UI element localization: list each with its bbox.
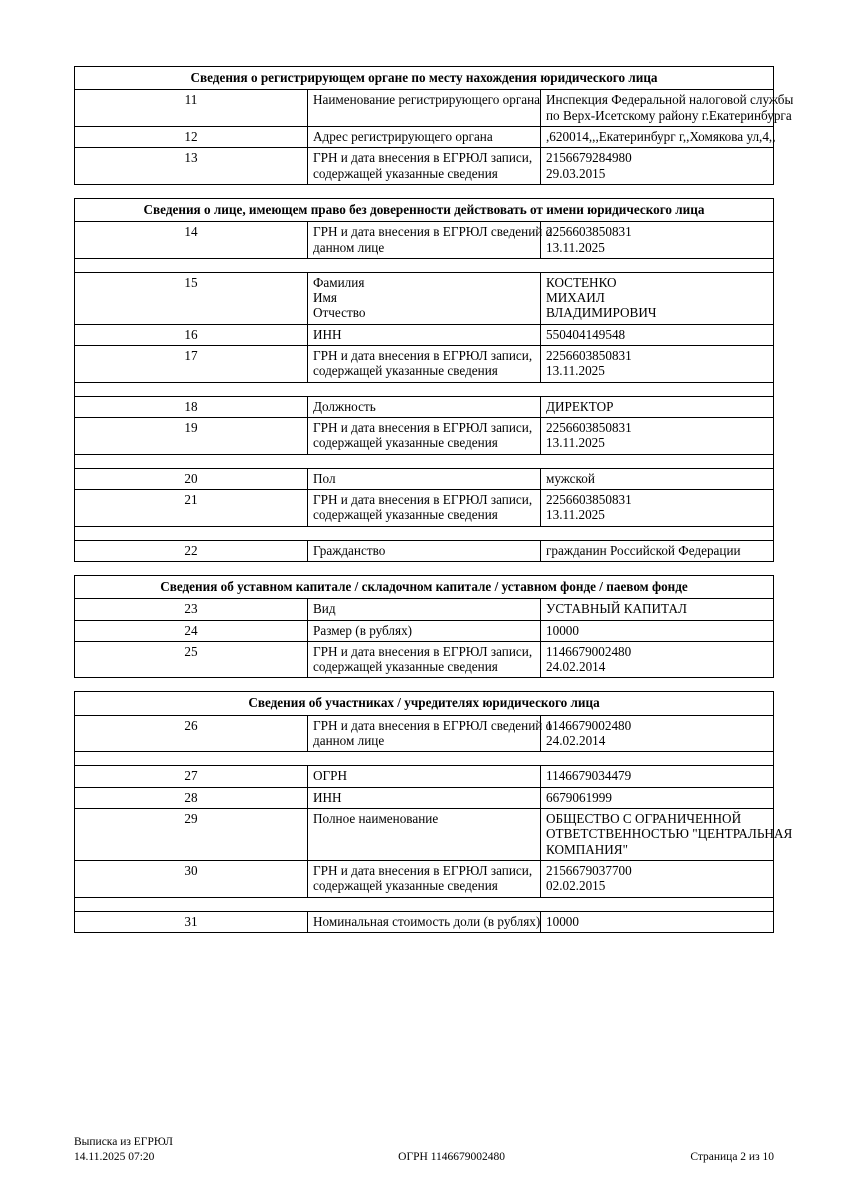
row-label [308, 860, 541, 897]
spacer-row [75, 752, 774, 766]
section-header-row [75, 67, 774, 90]
row-number: 23 [75, 599, 308, 620]
row-label-line: Размер (в рублях) [313, 622, 413, 638]
row-label [308, 126, 541, 147]
footer-left [74, 1135, 173, 1164]
row-label [308, 540, 541, 561]
row-value-line: 29.03.2015 [546, 165, 606, 181]
table-row [75, 148, 774, 185]
row-value-line: 24.02.2014 [546, 733, 606, 749]
section-title: Сведения об участниках / учредителях юридического лица [75, 692, 774, 715]
row-label-line: Отчество [313, 305, 366, 321]
row-number: 29 [75, 809, 308, 861]
row-label-line: содержащей указанные сведения [313, 878, 498, 894]
table-row [75, 396, 774, 417]
table-row [75, 418, 774, 455]
row-number: 14 [75, 222, 308, 259]
gap-cell [74, 562, 774, 575]
row-value [541, 418, 774, 455]
row-value [541, 641, 774, 678]
section-gap [74, 185, 774, 198]
table-row [75, 641, 774, 678]
row-value-line: 2156679037700 [546, 862, 632, 878]
row-value-line: ОТВЕТСТВЕННОСТЬЮ "ЦЕНТРАЛЬНАЯ [546, 826, 793, 842]
row-value-line: Инспекция Федеральной налоговой службы [546, 92, 794, 108]
row-value [541, 346, 774, 383]
section-table [74, 198, 774, 562]
row-label [308, 489, 541, 526]
row-label-line: ОГРН [313, 768, 348, 784]
table-row [75, 809, 774, 861]
spacer-cell [75, 752, 774, 766]
row-value-line: 13.11.2025 [546, 239, 605, 255]
table-row [75, 540, 774, 561]
row-label-line: ИНН [313, 789, 342, 805]
row-label-line: содержащей указанные сведения [313, 659, 498, 675]
row-value [541, 809, 793, 861]
table-row [75, 90, 774, 127]
row-label [308, 599, 541, 620]
row-value [541, 766, 774, 787]
row-value-line: КОМПАНИЯ" [546, 841, 628, 857]
row-label-line: Фамилия [313, 274, 365, 290]
row-value [541, 715, 774, 752]
row-number: 17 [75, 346, 308, 383]
row-label-line: данном лице [313, 239, 385, 255]
row-value-line: 13.11.2025 [546, 363, 605, 379]
row-value-line: ВЛАДИМИРОВИЧ [546, 305, 657, 321]
row-value-line: 02.02.2015 [546, 878, 606, 894]
row-number: 15 [75, 272, 308, 324]
row-value [541, 540, 774, 561]
table-row [75, 860, 774, 897]
row-value [541, 787, 774, 808]
row-value-line: 10000 [546, 622, 579, 638]
spacer-row [75, 454, 774, 468]
row-number: 31 [75, 911, 308, 932]
row-value-line: ОБЩЕСТВО С ОГРАНИЧЕННОЙ [546, 811, 742, 826]
row-value-line: 2156679284980 [546, 150, 632, 166]
row-value-line: по Верх-Исетскому району г.Екатеринбурга [546, 107, 792, 123]
row-number: 19 [75, 418, 308, 455]
row-value-line: 2256603850831 [546, 224, 632, 240]
section-gap [74, 678, 774, 691]
row-number: 12 [75, 126, 308, 147]
spacer-cell [75, 526, 774, 540]
section-table [74, 575, 774, 679]
spacer-cell [75, 897, 774, 911]
row-value-line: 6679061999 [546, 789, 612, 805]
row-label [308, 620, 541, 641]
table-row [75, 126, 774, 147]
row-value-line: ДИРЕКТОР [546, 398, 614, 414]
row-label [308, 396, 541, 417]
row-label [308, 468, 541, 489]
row-label [308, 641, 541, 678]
table-row [75, 787, 774, 808]
section-title: Сведения о лице, имеющем право без доверенности действовать от имени юридического лица [75, 198, 774, 221]
footer-timestamp: 14.11.2025 07:20 [74, 1150, 155, 1163]
row-value [541, 324, 774, 345]
row-label-line: ИНН [313, 326, 342, 342]
row-value-line: 2256603850831 [546, 491, 632, 507]
row-number: 28 [75, 787, 308, 808]
gap-cell [74, 185, 774, 198]
section-header-row [75, 198, 774, 221]
row-value-line: 2256603850831 [546, 348, 632, 364]
row-value-line: ,620014,,,Екатеринбург г,,Хомякова ул,4,, [546, 128, 776, 144]
row-label-line: Пол [313, 470, 336, 486]
row-value-line: 13.11.2025 [546, 507, 605, 523]
table-row [75, 324, 774, 345]
row-label-line: ГРН и дата внесения в ЕГРЮЛ записи, [313, 491, 533, 507]
row-label [308, 766, 541, 787]
section-title: Сведения о регистрирующем органе по месту нахождения юридического лица [75, 67, 774, 90]
table-row [75, 489, 774, 526]
row-label-line: Гражданство [313, 542, 386, 558]
row-value-line: 13.11.2025 [546, 435, 605, 451]
row-label [308, 222, 553, 259]
row-value-line: 2256603850831 [546, 420, 632, 435]
row-label-line: данном лице [313, 733, 385, 749]
spacer-cell [75, 454, 774, 468]
section-header-row [75, 575, 774, 598]
row-label-line: ГРН и дата внесения в ЕГРЮЛ сведений о [313, 717, 553, 733]
table-row [75, 346, 774, 383]
table-row [75, 715, 774, 752]
row-label-line: Наименование регистрирующего органа [313, 92, 541, 108]
row-value [541, 126, 774, 147]
row-label-line: Должность [313, 398, 376, 414]
table-row [75, 620, 774, 641]
row-number: 27 [75, 766, 308, 787]
table-row [75, 766, 774, 787]
section-header-row [75, 692, 774, 715]
row-value-line: 1146679034479 [546, 768, 632, 784]
row-label [308, 90, 541, 127]
row-number: 30 [75, 860, 308, 897]
row-value [541, 860, 774, 897]
row-number: 18 [75, 396, 308, 417]
row-label [308, 787, 541, 808]
row-label [308, 346, 541, 383]
row-label-line: Вид [313, 601, 336, 617]
row-label-line: ГРН и дата внесения в ЕГРЮЛ записи, [313, 643, 533, 659]
row-value [541, 222, 774, 259]
row-number: 24 [75, 620, 308, 641]
row-value [541, 396, 774, 417]
footer-doc-title: Выписка из ЕГРЮЛ [74, 1136, 173, 1149]
row-label [308, 272, 541, 324]
footer-ogrn: ОГРН 1146679002480 [398, 1150, 506, 1163]
section-table [74, 691, 793, 932]
row-label-line: Номинальная стоимость доли (в рублях) [313, 913, 541, 929]
row-value [541, 468, 774, 489]
row-number: 25 [75, 641, 308, 678]
footer-page-number: Страница 2 из 10 [690, 1150, 774, 1163]
table-row [75, 911, 774, 932]
row-label-line: содержащей указанные сведения [313, 165, 498, 181]
row-label-line: содержащей указанные сведения [313, 507, 498, 523]
egrul-extract-table [74, 66, 794, 933]
row-label [308, 809, 541, 861]
row-label-line: ГРН и дата внесения в ЕГРЮЛ сведений о [313, 224, 553, 240]
row-value-line: УСТАВНЫЙ КАПИТАЛ [546, 601, 687, 617]
row-number: 21 [75, 489, 308, 526]
row-label-line: содержащей указанные сведения [313, 363, 498, 379]
row-label-line: ГРН и дата внесения в ЕГРЮЛ записи, [313, 150, 533, 166]
row-label-line: содержащей указанные сведения [313, 435, 498, 451]
row-value-line: 24.02.2014 [546, 659, 606, 675]
row-label-line: Имя [313, 290, 337, 306]
row-number: 26 [75, 715, 308, 752]
spacer-row [75, 526, 774, 540]
row-label-line: Адрес регистрирующего органа [313, 128, 493, 144]
section-title: Сведения об уставном капитале / складочном капитале / уставном фонде / паевом фонде [75, 575, 774, 598]
row-label-line: ГРН и дата внесения в ЕГРЮЛ записи, [313, 862, 533, 878]
spacer-cell [75, 258, 774, 272]
page-footer [74, 1135, 774, 1164]
row-value [541, 489, 774, 526]
row-value [541, 90, 794, 127]
row-label [308, 148, 541, 185]
row-number: 16 [75, 324, 308, 345]
row-value-line: МИХАИЛ [546, 290, 605, 306]
row-value-line: 1146679002480 [546, 643, 632, 659]
row-number: 22 [75, 540, 308, 561]
gap-cell [74, 678, 774, 691]
row-value [541, 148, 774, 185]
row-number: 11 [75, 90, 308, 127]
row-value [541, 272, 774, 324]
row-value-line: 10000 [546, 913, 579, 929]
row-label [308, 324, 541, 345]
row-value-line: мужской [546, 470, 595, 486]
row-number: 13 [75, 148, 308, 185]
table-row [75, 599, 774, 620]
spacer-cell [75, 382, 774, 396]
row-value-line: 550404149548 [546, 326, 626, 342]
row-value [541, 911, 774, 932]
row-label-line: ГРН и дата внесения в ЕГРЮЛ записи, [313, 348, 533, 364]
table-row [75, 272, 774, 324]
row-value-line: гражданин Российской Федерации [546, 542, 741, 558]
section-gap [74, 562, 774, 575]
table-row [75, 222, 774, 259]
table-row [75, 468, 774, 489]
spacer-row [75, 897, 774, 911]
row-value-line: 1146679002480 [546, 717, 632, 733]
row-value [541, 620, 774, 641]
row-label-line: Полное наименование [313, 811, 439, 826]
row-label [308, 418, 541, 455]
row-value-line: КОСТЕНКО [546, 274, 617, 290]
section-table [74, 66, 794, 185]
row-number: 20 [75, 468, 308, 489]
row-label-line: ГРН и дата внесения в ЕГРЮЛ записи, [313, 420, 533, 435]
row-label [308, 715, 553, 752]
spacer-row [75, 258, 774, 272]
row-label [308, 911, 541, 932]
spacer-row [75, 382, 774, 396]
row-value [541, 599, 774, 620]
